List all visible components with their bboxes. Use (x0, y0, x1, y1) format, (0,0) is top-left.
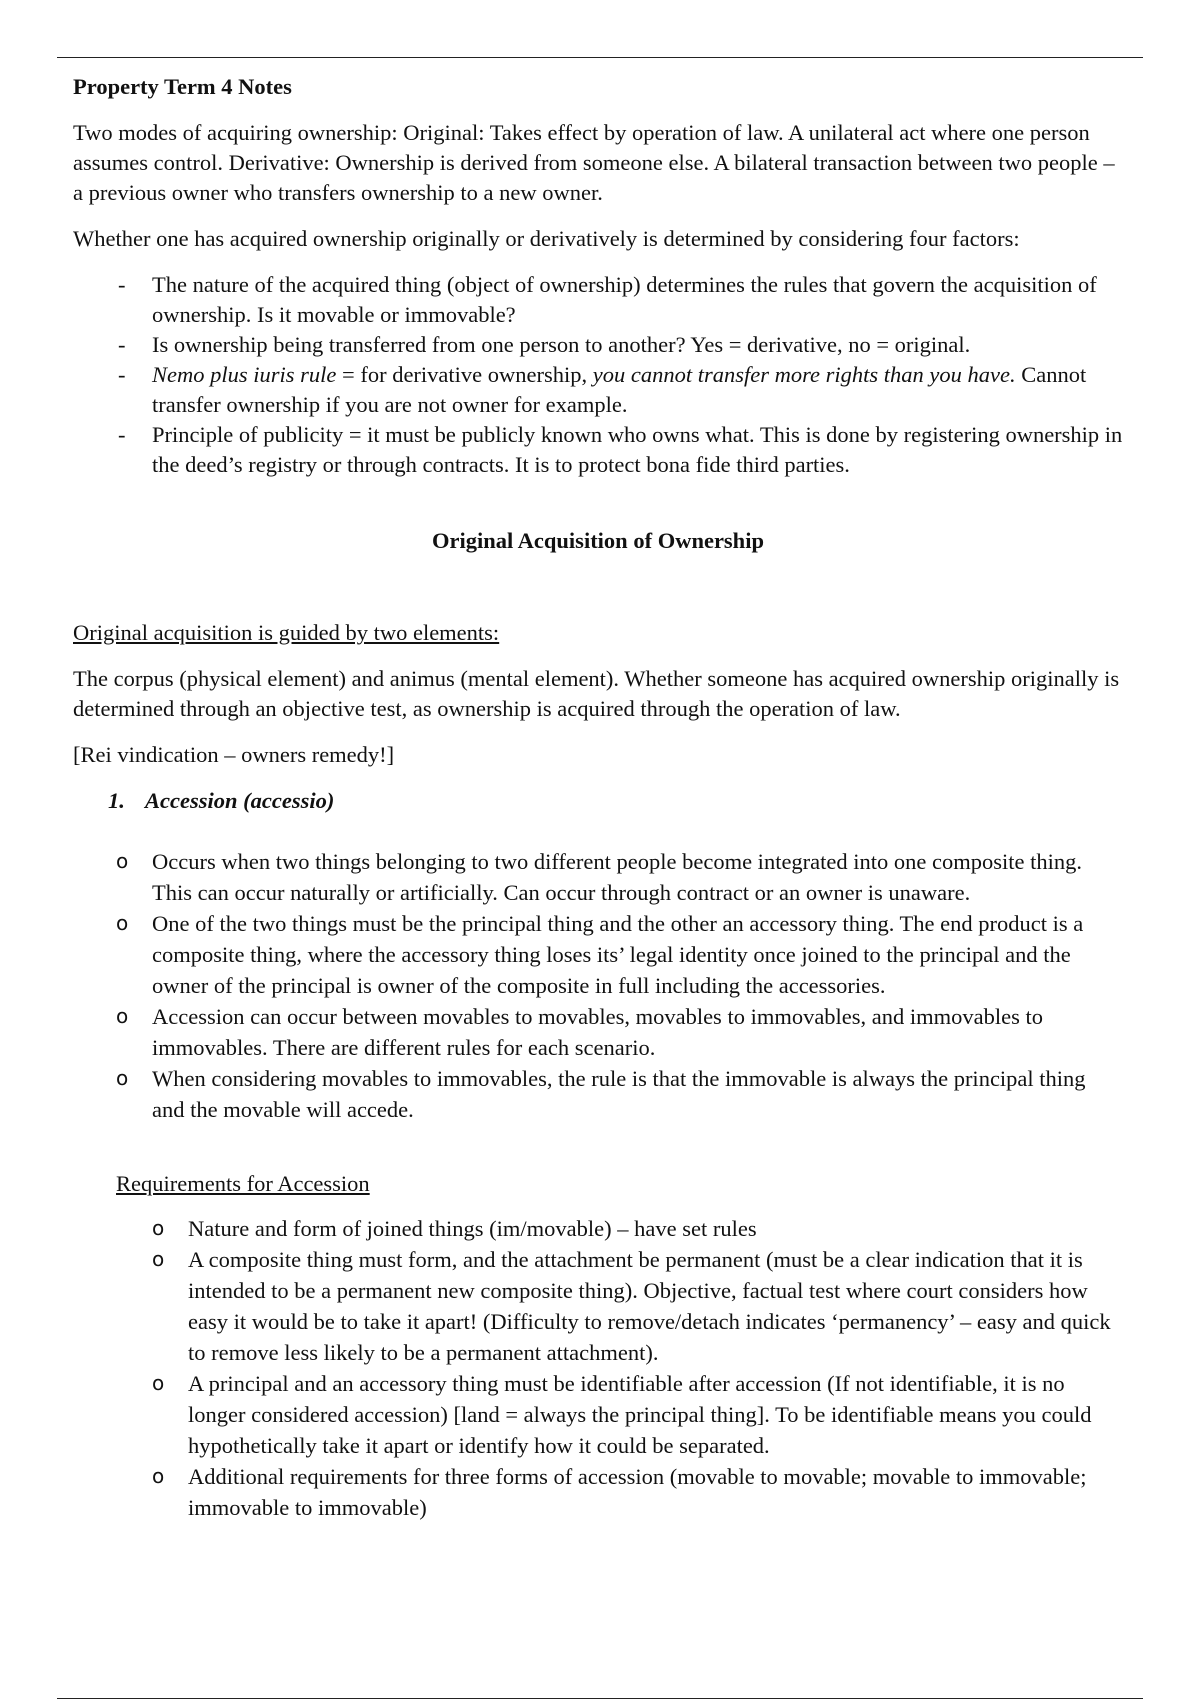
circle-bullet: o (152, 1247, 165, 1271)
intro-paragraph: Two modes of acquiring ownership: Original: Takes effect by operation of law. A unilateral act where one person assumes control. Derivative: Ownership is derived from someone else. A bilateral transaction between two people – a previous owner who transfers ownership to a new owner. (73, 120, 1115, 205)
accession-point (73, 846, 1123, 908)
top-rule (57, 57, 1143, 58)
requirements-list (73, 1213, 1123, 1523)
elements-paragraph: The corpus (physical element) and animus (mental element). Whether someone has acquired ownership originally is determined through an objective test, as ownership is acquired through the operation of law. (73, 666, 1120, 721)
accession-point-text: When considering movables to immovables, the rule is that the immovable is always the principal thing and the movable will accede. (152, 1066, 1086, 1122)
list-number: 1. (108, 788, 125, 813)
dash-bullet: - (118, 332, 126, 357)
numbered-label: Accession (accessio) (145, 788, 335, 813)
accession-point-text: Accession can occur between movables to movables, movables to immovables, and immovables to immovables. There are different rules for each scenario. (152, 1004, 1044, 1060)
dash-bullet: - (118, 362, 126, 387)
factors-intro: Whether one has acquired ownership originally or derivatively is determined by considering four factors: (73, 226, 1020, 251)
circle-bullet: o (116, 849, 129, 873)
factor-text: Is ownership being transferred from one person to another? Yes = derivative, no = original. (152, 332, 971, 357)
factor-mid-text: = for derivative ownership, (336, 362, 593, 387)
requirements-heading: Requirements for Accession (116, 1171, 370, 1196)
requirement-text: Nature and form of joined things (im/movable) – have set rules (188, 1216, 757, 1241)
circle-bullet: o (116, 1066, 129, 1090)
factor-italic-tail: you cannot transfer more rights than you have. (592, 362, 1016, 387)
factor-italic-lead: Nemo plus iuris rule (152, 362, 337, 387)
factor-item (73, 420, 1123, 480)
section-heading: Original Acquisition of Ownership (432, 528, 764, 553)
requirement-text: A composite thing must form, and the attachment be permanent (must be a clear indication that it is intended to be a permanent new composite thing). Objective, factual test where court considers how easy it would be to take it apart! (Difficulty to remove/detach indicates ‘permanency’ – easy and quick to remove less likely to be a permanent attachment). (188, 1247, 1111, 1365)
accession-points-list (73, 846, 1123, 1125)
accession-point (73, 908, 1123, 1001)
requirement-item (73, 1368, 1123, 1461)
accession-point (73, 1063, 1123, 1125)
document-title: Property Term 4 Notes (73, 74, 292, 99)
requirement-item (73, 1213, 1123, 1244)
factor-item (73, 360, 1123, 420)
factor-item (73, 270, 1123, 330)
requirement-text: Additional requirements for three forms of accession (movable to movable; movable to immovable; immovable to immovable) (188, 1464, 1087, 1520)
factor-rest-text: Cannot transfer ownership if you are not owner for example. (152, 362, 1087, 417)
rei-vindication-note: [Rei vindication – owners remedy!] (73, 742, 395, 767)
requirement-text: A principal and an accessory thing must be identifiable after accession (If not identifiable, it is no longer considered accession) [land = always the principal thing]. To be identifiable means you could hypothetically take it apart or identify how it could be separated. (188, 1371, 1092, 1458)
elements-heading: Original acquisition is guided by two elements: (73, 620, 500, 645)
circle-bullet: o (152, 1464, 165, 1488)
dash-bullet: - (118, 272, 126, 297)
bottom-rule (57, 1698, 1143, 1699)
circle-bullet: o (116, 1004, 129, 1028)
factor-text: The nature of the acquired thing (object of ownership) determines the rules that govern the acquisition of ownership. Is it movable or immovable? (152, 272, 1097, 327)
circle-bullet: o (116, 911, 129, 935)
requirement-item (73, 1461, 1123, 1523)
requirement-item (73, 1244, 1123, 1368)
circle-bullet: o (152, 1216, 165, 1240)
numbered-heading-accession (73, 786, 1123, 816)
factors-list (73, 270, 1123, 480)
factor-text: Principle of publicity = it must be publicly known who owns what. This is done by registering ownership in the deed’s registry or through contracts. It is to protect bona fide third parties. (152, 422, 1123, 477)
factor-item (73, 330, 1123, 360)
accession-point (73, 1001, 1123, 1063)
circle-bullet: o (152, 1371, 165, 1395)
accession-point-text: Occurs when two things belonging to two different people become integrated into one composite thing. This can occur naturally or artificially. Can occur through contract or an owner is unaware. (152, 849, 1082, 905)
document-body (73, 72, 1123, 1523)
accession-point-text: One of the two things must be the principal thing and the other an accessory thing. The end product is a composite thing, where the accessory thing loses its’ legal identity once joined to the principal and the owner of the principal is owner of the composite in full including the accessories. (152, 911, 1084, 998)
dash-bullet: - (118, 422, 126, 447)
